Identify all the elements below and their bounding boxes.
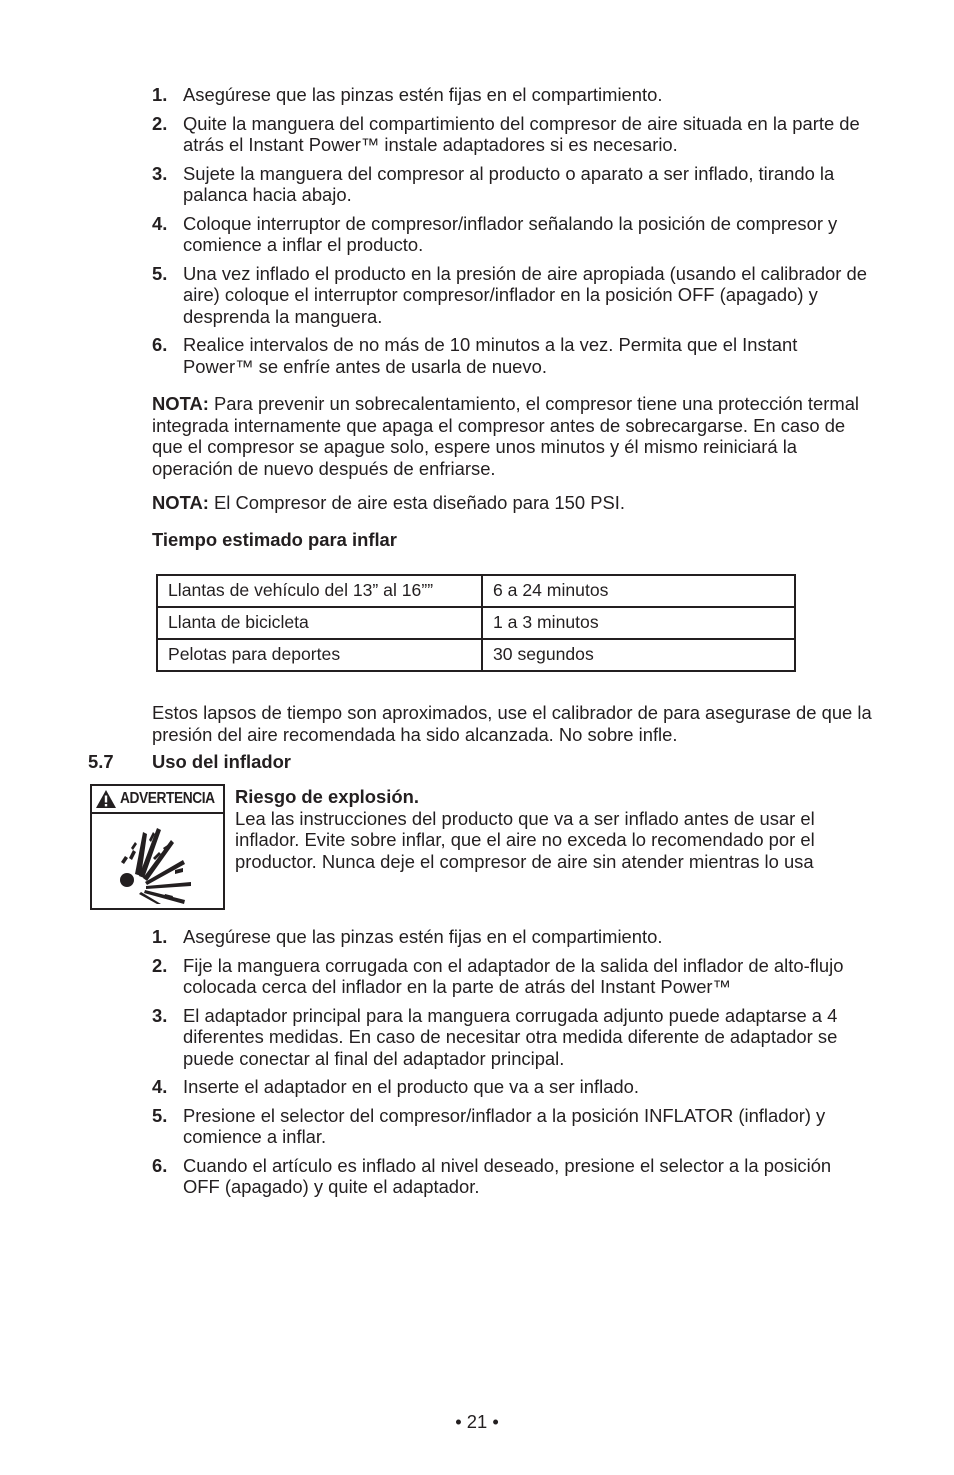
list-item <box>152 955 872 998</box>
section-title: Uso del inflador <box>152 751 291 772</box>
step-number: 2. <box>152 112 168 134</box>
note-label: NOTA: <box>152 393 209 414</box>
step-number: 4. <box>152 212 168 234</box>
note-text: El Compresor de aire esta diseñado para 150 PSI. <box>208 492 625 513</box>
page-number: • 21 • <box>455 1411 499 1432</box>
list-item <box>152 1076 872 1098</box>
list-item <box>152 84 872 106</box>
list-item <box>152 213 872 256</box>
explosion-icon <box>113 818 203 904</box>
step-text: El adaptador principal para la manguera corrugada adjunto puede adaptarse a 4 diferentes medidas. En caso de necesitar otra medida diferente de adaptador se puede conectar al final del adaptador principal. <box>183 1004 838 1069</box>
list-item <box>152 1105 872 1148</box>
steps-list-inflator <box>152 926 872 1205</box>
table-row <box>157 607 795 639</box>
warning-pictogram <box>92 814 223 908</box>
list-item <box>152 1005 872 1070</box>
list-item <box>152 163 872 206</box>
warning-label: ADVERTENCIA <box>120 790 215 808</box>
step-number: 3. <box>152 162 168 184</box>
warning-header <box>92 786 223 814</box>
warning-title: Riesgo de explosión. <box>235 786 419 807</box>
step-text: Cuando el artículo es inflado al nivel deseado, presione el selector a la posición OFF (apagado) y quite el adaptador. <box>183 1154 832 1197</box>
warning-symbol-box <box>90 784 225 910</box>
step-number: 4. <box>152 1076 168 1097</box>
step-text: Realice intervalos de no más de 10 minutos a la vez. Permita que el Instant Power™ se enfríe antes de usarla de nuevo. <box>183 334 798 377</box>
step-text: Quite la manguera del compartimiento del compresor de aire situada en la parte de atrás el Instant Power™ instale adaptadores si es necesario. <box>183 112 860 155</box>
time-disclaimer: Estos lapsos de tiempo son aproximados, use el calibrador de para asegurase de que la presión del aire recomendada ha sido alcanzada. No sobre infle. <box>152 702 872 745</box>
note-psi <box>152 492 872 514</box>
table-row <box>157 639 795 671</box>
step-text: Asegúrese que las pinzas estén fijas en el compartimiento. <box>183 84 663 105</box>
table-cell-time: 1 a 3 minutos <box>482 607 795 639</box>
step-text: Inserte el adaptador en el producto que va a ser inflado. <box>183 1076 639 1097</box>
step-number: 1. <box>152 926 168 947</box>
list-item <box>152 334 872 377</box>
step-text: Fije la manguera corrugada con el adaptador de la salida del inflador de alto-flujo colocada cerca del inflador en la parte de atrás del Instant Power™ <box>183 954 844 997</box>
note-text: Para prevenir un sobrecalentamiento, el compresor tiene una protección termal integrada internamente que apaga el compresor antes de sobrecargarse. En caso de que el compresor se apague solo, espere unos minutos y él mismo reiniciará la operación de nuevo después de enfriarse. <box>152 393 860 479</box>
step-number: 3. <box>152 1004 168 1026</box>
table-row <box>157 575 795 607</box>
table-cell-item: Llanta de bicicleta <box>157 607 482 639</box>
list-item <box>152 1155 872 1198</box>
table-cell-time: 30 segundos <box>482 639 795 671</box>
step-text: Presione el selector del compresor/inflador a la posición INFLATOR (inflador) y comience a inflar. <box>183 1104 826 1147</box>
warning-message <box>235 786 875 872</box>
steps-list-compressor <box>152 84 872 384</box>
list-item <box>152 113 872 156</box>
step-number: 6. <box>152 334 168 355</box>
step-text: Asegúrese que las pinzas estén fijas en el compartimiento. <box>183 926 663 947</box>
step-number: 5. <box>152 1104 168 1126</box>
table-cell-item: Pelotas para deportes <box>157 639 482 671</box>
step-number: 5. <box>152 262 168 284</box>
warning-text: Lea las instrucciones del producto que va a ser inflado antes de usar el inflador. Evite sobre inflar, que el aire no exceda lo recomendado por el productor. Nunca deje el compresor de aire sin atender mientras lo usa <box>235 807 815 872</box>
list-item <box>152 926 872 948</box>
table-cell-item: Llantas de vehículo del 13” al 16”” <box>157 575 482 607</box>
note-overheat <box>152 393 872 479</box>
table-cell-time: 6 a 24 minutos <box>482 575 795 607</box>
note-label: NOTA: <box>152 492 209 513</box>
section-number: 5.7 <box>88 751 114 772</box>
step-number: 6. <box>152 1154 168 1176</box>
table-heading: Tiempo estimado para inflar <box>152 529 397 550</box>
list-item <box>152 263 872 328</box>
step-text: Sujete la manguera del compresor al producto o aparato a ser inflado, tirando la palanca hacia abajo. <box>183 162 835 205</box>
inflation-time-table <box>156 574 796 672</box>
step-number: 1. <box>152 84 168 105</box>
step-text: Una vez inflado el producto en la presión de aire apropiada (usando el calibrador de aire) coloque el interruptor compresor/inflador en la posición OFF (apagado) y desprenda la manguera. <box>183 262 867 327</box>
step-text: Coloque interruptor de compresor/inflador señalando la posición de compresor y comience a inflar el producto. <box>183 212 838 255</box>
warning-triangle-icon <box>95 789 117 809</box>
step-number: 2. <box>152 954 168 976</box>
